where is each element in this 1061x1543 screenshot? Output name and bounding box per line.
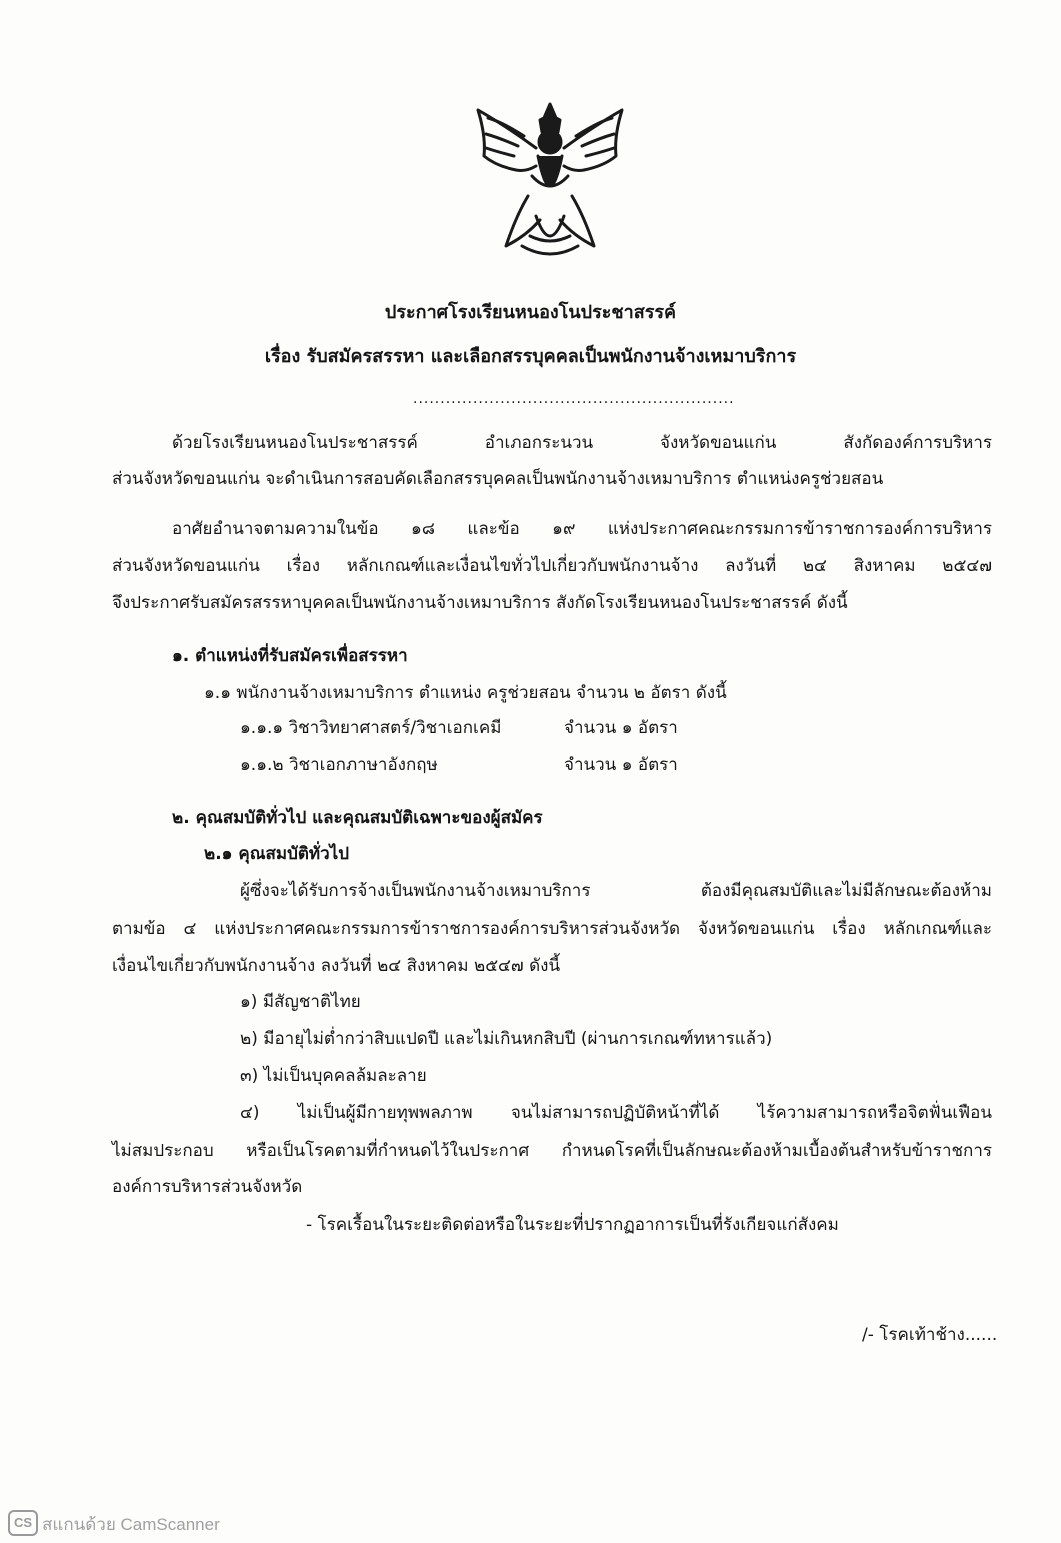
camscanner-watermark: สแกนด้วย CamScanner: [42, 1515, 220, 1534]
qualification-item-4-line-1: ๔) ไม่เป็นผู้มีกายทุพพลภาพ จนไม่สามารถปฏิบัติหน้าที่ได้ ไร้ความสามารถหรือจิตฟั่นเฟือน: [240, 1103, 992, 1123]
position-1-count: จำนวน ๑ อัตรา: [564, 718, 678, 738]
announcement-title: ประกาศโรงเรียนหนองโนประชาสรรค์: [384, 302, 677, 323]
qualification-item-4-line-2: ไม่สมประกอบ หรือเป็นโรคตามที่กำหนดไว้ในประกาศ กำหนดโรคที่เป็นลักษณะต้องห้ามเบื้องต้นสำหรับข้าราชการ: [112, 1141, 992, 1161]
qualification-line-1: ผู้ซึ่งจะได้รับการจ้างเป็นพนักงานจ้างเหมาบริการ ต้องมีคุณสมบัติและไม่มีลักษณะต้องห้าม: [240, 881, 992, 901]
qualification-item-4-line-3: องค์การบริหารส่วนจังหวัด: [112, 1177, 303, 1197]
intro-line-1: ด้วยโรงเรียนหนองโนประชาสรรค์ อำเภอกระนวน จังหวัดขอนแก่น สังกัดองค์การบริหาร: [172, 433, 992, 453]
qualification-line-3: เงื่อนไขเกี่ยวกับพนักงานจ้าง ลงวันที่ ๒๔ สิงหาคม ๒๕๔๗ ดังนี้: [112, 956, 561, 976]
title-separator: ...........................................................: [413, 391, 735, 407]
qualification-line-2: ตามข้อ ๔ แห่งประกาศคณะกรรมการข้าราชการองค์การบริหารส่วนจังหวัด จังหวัดขอนแก่น เรื่อง หลักเกณฑ์และ: [112, 919, 992, 939]
section1-subheading: ๑.๑ พนักงานจ้างเหมาบริการ ตำแหน่ง ครูช่วยสอน จำนวน ๒ อัตรา ดังนี้: [204, 683, 727, 703]
intro-line-2: ส่วนจังหวัดขอนแก่น จะดำเนินการสอบคัดเลือกสรรบุคคลเป็นพนักงานจ้างเหมาบริการ ตำแหน่งครูช่วยสอน: [112, 469, 884, 489]
camscanner-logo-icon: CS: [8, 1510, 38, 1536]
qualification-item-3: ๓) ไม่เป็นบุคคลล้มละลาย: [240, 1066, 427, 1086]
position-2-name: ๑.๑.๒ วิชาเอกภาษาอังกฤษ: [240, 755, 438, 775]
authority-line-1: อาศัยอำนาจตามความในข้อ ๑๘ และข้อ ๑๙ แห่งประกาศคณะกรรมการข้าราชการองค์การบริหาร: [172, 519, 992, 539]
position-2-count: จำนวน ๑ อัตรา: [564, 755, 678, 775]
section2-subheading: ๒.๑ คุณสมบัติทั่วไป: [204, 844, 350, 864]
garuda-emblem-icon: [466, 96, 634, 264]
position-1-name: ๑.๑.๑ วิชาวิทยาศาสตร์/วิชาเอกเคมี: [240, 718, 502, 738]
continued-marker: /- โรคเท้าช้าง......: [862, 1325, 998, 1345]
authority-line-2: ส่วนจังหวัดขอนแก่น เรื่อง หลักเกณฑ์และเงื่อนไขทั่วไปเกี่ยวกับพนักงานจ้าง ลงวันที่ ๒๔ สิงหาคม ๒๕๔๗: [112, 556, 992, 576]
announcement-subject: เรื่อง รับสมัครสรรหา และเลือกสรรบุคคลเป็นพนักงานจ้างเหมาบริการ: [264, 346, 797, 367]
disease-note: - โรคเรื้อนในระยะติดต่อหรือในระยะที่ปรากฏอาการเป็นที่รังเกียจแก่สังคม: [306, 1215, 839, 1235]
qualification-item-2: ๒) มีอายุไม่ต่ำกว่าสิบแปดปี และไม่เกินหกสิบปี (ผ่านการเกณฑ์ทหารแล้ว): [240, 1029, 773, 1049]
section2-heading: ๒. คุณสมบัติทั่วไป และคุณสมบัติเฉพาะของผู้สมัคร: [172, 808, 543, 828]
section1-heading: ๑. ตำแหน่งที่รับสมัครเพื่อสรรหา: [172, 646, 408, 666]
qualification-item-1: ๑) มีสัญชาติไทย: [240, 992, 361, 1012]
authority-line-3: จึงประกาศรับสมัครสรรหาบุคคลเป็นพนักงานจ้างเหมาบริการ สังกัดโรงเรียนหนองโนประชาสรรค์ ดังนี้: [112, 593, 848, 613]
